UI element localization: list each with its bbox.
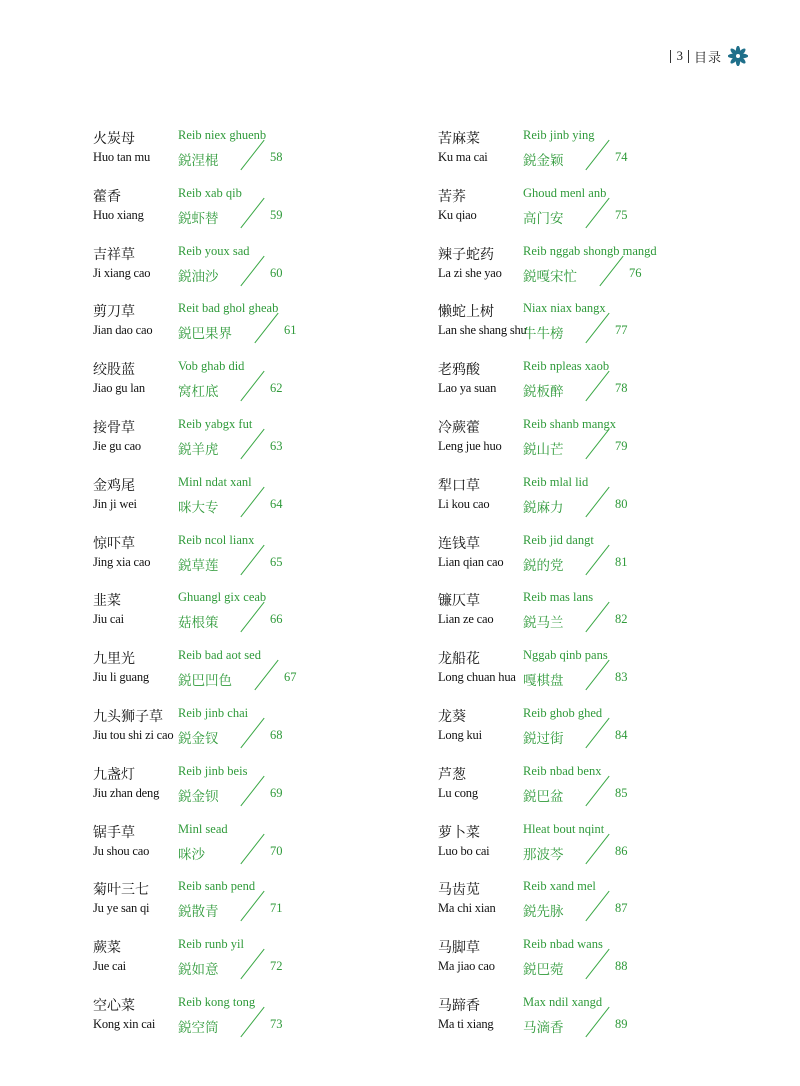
slash-divider bbox=[585, 544, 609, 575]
slash-divider bbox=[254, 660, 278, 691]
slash-divider bbox=[585, 660, 609, 691]
page-number: 72 bbox=[270, 959, 283, 974]
toc-entry[interactable] bbox=[438, 929, 758, 987]
hmong-name: Max ndil xangd bbox=[523, 994, 603, 1009]
hmong-chinese-transcription: 鋭板醉 bbox=[523, 384, 564, 400]
hmong-name: Reib ghob ghed bbox=[523, 705, 603, 720]
toc-entry[interactable] bbox=[438, 640, 758, 698]
pinyin-name: Lan she shang shu bbox=[438, 323, 527, 338]
hmong-name: Reib shanb mangx bbox=[523, 416, 617, 431]
page-number: 74 bbox=[615, 150, 628, 164]
slash-divider bbox=[240, 255, 264, 286]
pinyin-name: Ji xiang cao bbox=[93, 265, 151, 280]
slash-divider bbox=[240, 371, 264, 402]
hmong-chinese-transcription: 鋭巴盆 bbox=[523, 788, 564, 804]
slash-divider bbox=[240, 544, 264, 575]
slash-divider bbox=[240, 775, 264, 806]
page-number: 67 bbox=[284, 670, 297, 685]
hmong-chinese-transcription: 高门安 bbox=[523, 210, 564, 226]
chinese-name: 空心菜 bbox=[93, 998, 135, 1014]
pinyin-name: Jiu cai bbox=[93, 612, 124, 627]
slash-divider bbox=[585, 313, 609, 344]
hmong-name: Reib npleas xaob bbox=[523, 359, 610, 374]
chinese-name: 金鸡尾 bbox=[93, 478, 135, 494]
page-number: 87 bbox=[615, 901, 628, 916]
toc-entry[interactable] bbox=[93, 293, 413, 351]
toc-entry[interactable] bbox=[438, 871, 758, 929]
hmong-chinese-transcription: 鋭巴凹色 bbox=[178, 673, 232, 689]
slash-divider bbox=[585, 371, 609, 402]
page-number: 77 bbox=[615, 323, 628, 338]
toc-entry[interactable] bbox=[438, 293, 758, 351]
slash-divider bbox=[240, 949, 264, 980]
slash-divider bbox=[585, 602, 609, 633]
page-number: 58 bbox=[270, 150, 283, 164]
pinyin-name: Jiao gu lan bbox=[93, 381, 145, 396]
toc-entry[interactable] bbox=[438, 582, 758, 640]
slash-divider bbox=[240, 602, 264, 633]
toc-entry[interactable] bbox=[438, 756, 758, 814]
slash-divider bbox=[585, 429, 609, 460]
page-number: 78 bbox=[615, 381, 628, 396]
pinyin-name: Jiu zhan deng bbox=[93, 785, 160, 800]
hmong-chinese-transcription: 鋭如意 bbox=[178, 962, 219, 978]
hmong-chinese-transcription: 马滴香 bbox=[523, 1019, 564, 1035]
toc-entry[interactable] bbox=[93, 987, 413, 1045]
page-number: 68 bbox=[270, 727, 283, 742]
slash-divider bbox=[585, 718, 609, 749]
hmong-chinese-transcription: 嘎棋盘 bbox=[523, 673, 564, 689]
page-number: 70 bbox=[270, 843, 283, 858]
toc-entry[interactable] bbox=[438, 467, 758, 525]
pinyin-name: Lian ze cao bbox=[438, 612, 494, 627]
toc-column-left bbox=[93, 120, 413, 1045]
hmong-name: Reib runb yil bbox=[178, 937, 244, 952]
chinese-name: 火炭母 bbox=[93, 132, 135, 147]
page-number: 79 bbox=[615, 438, 628, 453]
page-number: 76 bbox=[629, 265, 642, 280]
pinyin-name: Jiu tou shi zi cao bbox=[93, 727, 174, 742]
slash-divider bbox=[240, 487, 264, 518]
hmong-chinese-transcription: 鋭虾替 bbox=[178, 210, 219, 226]
toc-entry[interactable] bbox=[93, 582, 413, 640]
hmong-chinese-transcription: 鋭金颖 bbox=[523, 153, 564, 168]
hmong-chinese-transcription: 鋭羊虎 bbox=[178, 441, 219, 457]
pinyin-name: Jiu li guang bbox=[93, 670, 149, 685]
hmong-chinese-transcription: 咪沙 bbox=[178, 846, 205, 862]
page-number: 84 bbox=[615, 727, 628, 742]
chinese-name: 龙葵 bbox=[438, 709, 466, 725]
pinyin-name: Leng jue huo bbox=[438, 438, 502, 453]
toc-entry[interactable] bbox=[93, 178, 413, 236]
toc-entry[interactable] bbox=[438, 698, 758, 756]
chinese-name: 懒蛇上树 bbox=[438, 305, 494, 321]
page-number: 66 bbox=[270, 612, 283, 627]
toc-entry[interactable] bbox=[438, 525, 758, 583]
pinyin-name: Jue cai bbox=[93, 959, 126, 974]
hmong-chinese-transcription: 鋭金钡 bbox=[178, 788, 219, 804]
pinyin-name: Ma jiao cao bbox=[438, 959, 495, 974]
header-divider bbox=[670, 50, 671, 63]
page-number: 82 bbox=[615, 612, 628, 627]
page-number: 64 bbox=[270, 496, 283, 511]
hmong-name: Reib kong tong bbox=[178, 994, 256, 1009]
hmong-name: Reib jid dangt bbox=[523, 532, 594, 547]
toc-entry[interactable] bbox=[438, 814, 758, 872]
pinyin-name: Huo xiang bbox=[93, 207, 144, 222]
page-number: 59 bbox=[270, 207, 283, 222]
chinese-name: 九里光 bbox=[93, 652, 135, 668]
chinese-name: 接骨草 bbox=[93, 420, 135, 436]
slash-divider bbox=[585, 1007, 609, 1038]
pinyin-name: Ju ye san qi bbox=[93, 901, 150, 916]
slash-divider bbox=[240, 1007, 264, 1038]
page-number: 85 bbox=[615, 785, 628, 800]
slash-divider bbox=[240, 140, 264, 171]
chinese-name: 绞股蓝 bbox=[93, 363, 135, 379]
hmong-chinese-transcription: 菇根策 bbox=[178, 615, 219, 631]
chinese-name: 九盏灯 bbox=[93, 767, 135, 783]
chinese-name: 龙船花 bbox=[438, 652, 480, 668]
pinyin-name: Huo tan mu bbox=[93, 150, 151, 164]
chinese-name: 藿香 bbox=[93, 189, 121, 205]
page-number: 83 bbox=[615, 670, 628, 685]
hmong-name: Reib niex ghuenb bbox=[178, 128, 267, 142]
chinese-name: 九头狮子草 bbox=[93, 709, 163, 725]
pinyin-name: Lu cong bbox=[438, 785, 478, 800]
hmong-chinese-transcription: 鋭空筒 bbox=[178, 1019, 219, 1035]
toc-entry[interactable] bbox=[438, 409, 758, 467]
hmong-chinese-transcription: 鋭油沙 bbox=[178, 268, 219, 284]
page-title: 目录 bbox=[693, 49, 722, 65]
hmong-chinese-transcription: 鋭散青 bbox=[178, 904, 219, 920]
hmong-name: Reib ncol lianx bbox=[178, 532, 255, 547]
pinyin-name: Ku qiao bbox=[438, 207, 477, 222]
hmong-chinese-transcription: 鋭巴果界 bbox=[178, 326, 232, 342]
hmong-name: Reib youx sad bbox=[178, 243, 250, 258]
page-number: 69 bbox=[270, 785, 283, 800]
slash-divider bbox=[254, 313, 278, 344]
chinese-name: 蕨菜 bbox=[93, 941, 121, 957]
hmong-name: Ghuangl gix ceab bbox=[178, 590, 267, 605]
toc-entry[interactable] bbox=[438, 351, 758, 409]
toc-entry[interactable] bbox=[438, 236, 758, 294]
toc-entry[interactable] bbox=[93, 640, 413, 698]
chinese-name: 马蹄香 bbox=[438, 998, 480, 1014]
pinyin-name: Jin ji wei bbox=[93, 496, 137, 511]
hmong-name: Reib jinb ying bbox=[523, 128, 595, 142]
hmong-chinese-transcription: 鋭涅棍 bbox=[178, 153, 219, 168]
page-number: 88 bbox=[615, 959, 628, 974]
chinese-name: 老鸦酸 bbox=[438, 363, 480, 379]
chinese-name: 菊叶三七 bbox=[93, 883, 149, 899]
pinyin-name: Jing xia cao bbox=[93, 554, 151, 569]
hmong-name: Nggab qinb pans bbox=[523, 648, 608, 663]
page-number: 61 bbox=[284, 323, 297, 338]
hmong-name: Reib nbad benx bbox=[523, 763, 602, 778]
hmong-name: Reib nggab shongb mangd bbox=[523, 243, 657, 258]
hmong-chinese-transcription: 鋭的党 bbox=[523, 557, 564, 573]
slash-divider bbox=[240, 891, 264, 922]
hmong-chinese-transcription: 鋭金钗 bbox=[178, 730, 219, 746]
toc-entry[interactable] bbox=[93, 409, 413, 467]
pinyin-name: La zi she yao bbox=[438, 265, 502, 280]
hmong-chinese-transcription: 咪大专 bbox=[178, 499, 219, 515]
pinyin-name: Li kou cao bbox=[438, 496, 490, 511]
hmong-chinese-transcription: 鋭嘎宋忙 bbox=[523, 268, 577, 284]
pinyin-name: Kong xin cai bbox=[93, 1016, 156, 1031]
hmong-name: Reib jinb chai bbox=[178, 705, 249, 720]
hmong-name: Niax niax bangx bbox=[523, 301, 606, 316]
hmong-name: Reib jinb beis bbox=[178, 763, 248, 778]
page-number: 86 bbox=[615, 843, 628, 858]
chinese-name: 苦麻菜 bbox=[438, 132, 480, 147]
slash-divider bbox=[585, 891, 609, 922]
pinyin-name: Ku ma cai bbox=[438, 150, 488, 164]
slash-divider bbox=[585, 140, 609, 171]
toc-entry[interactable] bbox=[93, 756, 413, 814]
page-number: 89 bbox=[615, 1016, 628, 1031]
pinyin-name: Long chuan hua bbox=[438, 670, 516, 685]
pinyin-name: Lao ya suan bbox=[438, 381, 497, 396]
pinyin-name: Jian dao cao bbox=[93, 323, 153, 338]
slash-divider bbox=[240, 198, 264, 229]
toc-entry[interactable] bbox=[93, 698, 413, 756]
chinese-name: 萝卜菜 bbox=[438, 825, 480, 841]
hmong-name: Reib mas lans bbox=[523, 590, 594, 605]
chinese-name: 马脚草 bbox=[438, 941, 480, 957]
toc-entry[interactable] bbox=[93, 525, 413, 583]
page-header bbox=[665, 46, 748, 66]
page-number: 80 bbox=[615, 496, 628, 511]
page-number: 73 bbox=[270, 1016, 283, 1031]
chinese-name: 马齿苋 bbox=[438, 883, 480, 899]
pinyin-name: Long kui bbox=[438, 727, 482, 742]
pinyin-name: Ju shou cao bbox=[93, 843, 150, 858]
slash-divider bbox=[599, 255, 623, 286]
toc-entry[interactable] bbox=[93, 814, 413, 872]
hmong-name: Ghoud menl anb bbox=[523, 185, 607, 200]
toc-entry[interactable] bbox=[438, 120, 758, 178]
pinyin-name: Lian qian cao bbox=[438, 554, 504, 569]
hmong-name: Reib sanb pend bbox=[178, 879, 256, 894]
hmong-name: Reib xand mel bbox=[523, 879, 596, 894]
hmong-chinese-transcription: 窝杠底 bbox=[178, 384, 219, 400]
toc-entry[interactable] bbox=[93, 929, 413, 987]
toc-entry[interactable] bbox=[438, 178, 758, 236]
toc-entry[interactable] bbox=[93, 871, 413, 929]
hmong-name: Reib mlal lid bbox=[523, 474, 589, 489]
hmong-name: Reib xab qib bbox=[178, 185, 242, 200]
slash-divider bbox=[240, 429, 264, 460]
hmong-chinese-transcription: 鋭过街 bbox=[523, 730, 564, 746]
toc-entry[interactable] bbox=[93, 351, 413, 409]
toc-entry[interactable] bbox=[93, 467, 413, 525]
slash-divider bbox=[585, 949, 609, 980]
chinese-name: 韭菜 bbox=[93, 594, 121, 610]
page-number: 60 bbox=[270, 265, 283, 280]
slash-divider bbox=[240, 718, 264, 749]
pinyin-name: Ma ti xiang bbox=[438, 1016, 494, 1031]
slash-divider bbox=[585, 833, 609, 864]
chinese-name: 镰仄草 bbox=[438, 594, 480, 610]
header-divider bbox=[688, 50, 689, 63]
hmong-chinese-transcription: 那波芩 bbox=[523, 846, 564, 862]
hmong-name: Reib bad aot sed bbox=[178, 648, 261, 663]
slash-divider bbox=[585, 487, 609, 518]
toc-entry[interactable] bbox=[93, 120, 413, 178]
chinese-name: 辣子蛇药 bbox=[438, 247, 494, 263]
chinese-name: 犁口草 bbox=[438, 478, 480, 494]
hmong-chinese-transcription: 鋭麻力 bbox=[523, 499, 564, 515]
hmong-name: Minl ndat xanl bbox=[178, 474, 252, 489]
hmong-chinese-transcription: 鋭山芒 bbox=[523, 441, 564, 457]
page-number: 63 bbox=[270, 438, 283, 453]
chinese-name: 剪刀草 bbox=[93, 305, 135, 321]
slash-divider bbox=[585, 198, 609, 229]
page-number: 3 bbox=[676, 48, 683, 63]
hmong-chinese-transcription: 鋭马兰 bbox=[523, 615, 564, 631]
pinyin-name: Jie gu cao bbox=[93, 438, 141, 453]
page-number: 71 bbox=[270, 901, 283, 916]
chinese-name: 连钱草 bbox=[438, 536, 480, 552]
hmong-name: Reib yabgx fut bbox=[178, 416, 253, 431]
page-number: 75 bbox=[615, 207, 628, 222]
slash-divider bbox=[585, 775, 609, 806]
page-number: 62 bbox=[270, 381, 283, 396]
hmong-name: Minl sead bbox=[178, 821, 228, 836]
hmong-chinese-transcription: 鋭巴菀 bbox=[523, 962, 564, 978]
chinese-name: 锯手草 bbox=[93, 825, 135, 841]
hmong-chinese-transcription: 牛牛榜 bbox=[523, 326, 564, 342]
hmong-chinese-transcription: 鋭先脉 bbox=[523, 904, 564, 920]
pinyin-name: Ma chi xian bbox=[438, 901, 496, 916]
chinese-name: 吉祥草 bbox=[93, 247, 135, 263]
chinese-name: 冷蕨藿 bbox=[438, 420, 480, 436]
hmong-chinese-transcription: 鋭草莲 bbox=[178, 557, 219, 573]
chinese-name: 苦荞 bbox=[438, 189, 466, 205]
hmong-name: Hleat bout nqint bbox=[523, 821, 605, 836]
hmong-name: Reit bad ghol gheab bbox=[178, 301, 279, 316]
pinyin-name: Luo bo cai bbox=[438, 843, 490, 858]
toc-entry[interactable] bbox=[93, 236, 413, 294]
page-number: 81 bbox=[615, 554, 628, 569]
slash-divider bbox=[240, 833, 264, 864]
flower-ornament-icon bbox=[728, 46, 748, 66]
page-number: 65 bbox=[270, 554, 283, 569]
toc-column-right bbox=[438, 120, 758, 1045]
chinese-name: 芦葱 bbox=[438, 767, 466, 783]
hmong-name: Reib nbad wans bbox=[523, 937, 603, 952]
toc-entry[interactable] bbox=[438, 987, 758, 1045]
chinese-name: 惊吓草 bbox=[93, 536, 135, 552]
hmong-name: Vob ghab did bbox=[178, 359, 245, 374]
